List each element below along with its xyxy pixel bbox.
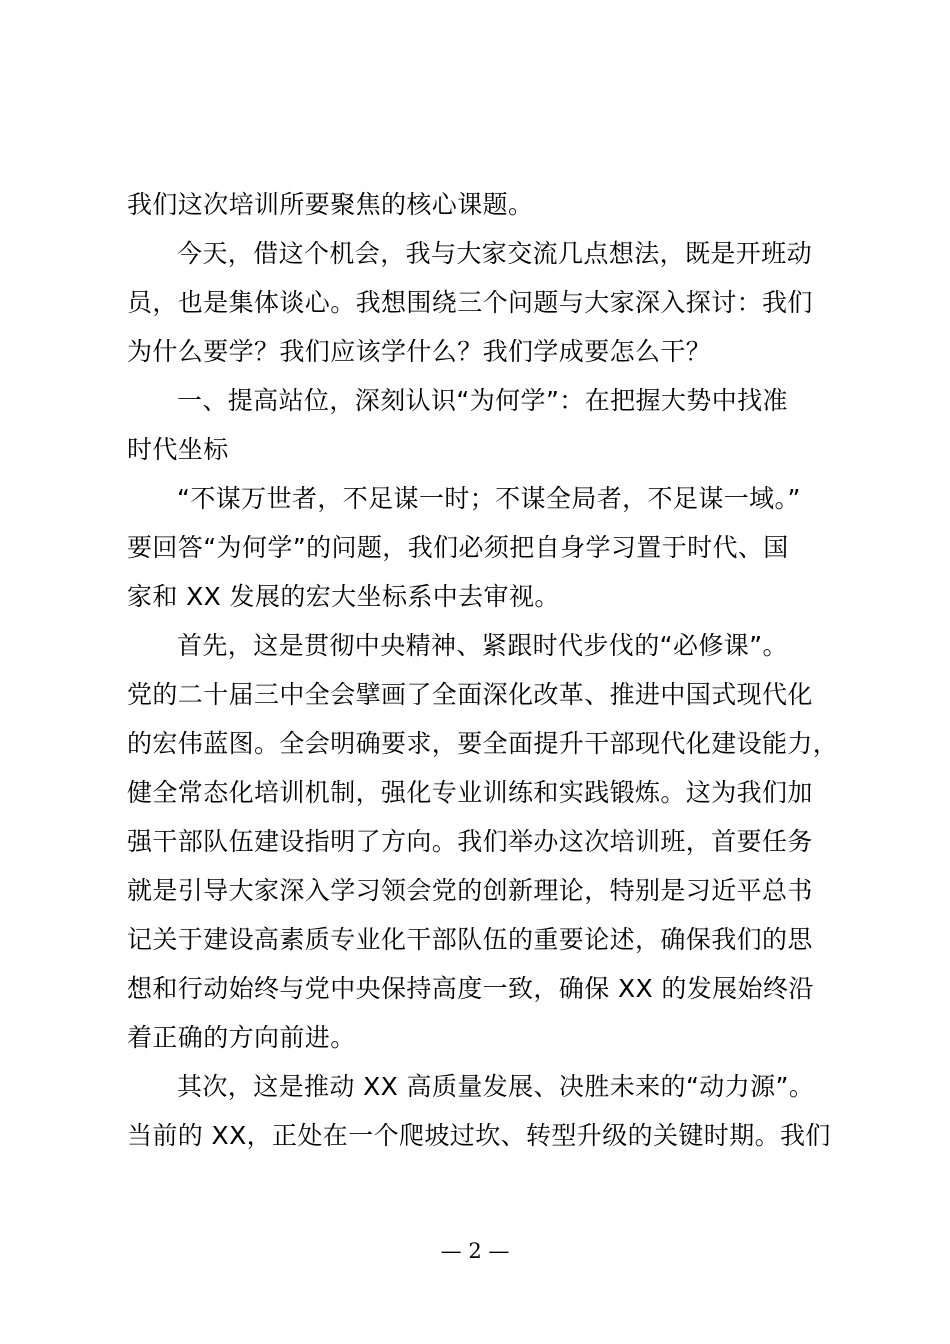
text-line: 要回答“为何学”的问题，我们必须把自身学习置于时代、国 (127, 533, 789, 562)
text-line: 员，也是集体谈心。我想围绕三个问题与大家深入探讨：我们 (127, 288, 813, 317)
text-line: 其次，这是推动 XX 高质量发展、决胜未来的“动力源”。 (177, 1072, 815, 1101)
text-line: 健全常态化培训机制，强化专业训练和实践锻炼。这为我们加 (127, 778, 813, 807)
text-line: 家和 XX 发展的宏大坐标系中去审视。 (127, 582, 560, 611)
text-line: 想和行动始终与党中央保持高度一致，确保 XX 的发展始终沿 (127, 974, 814, 1003)
text-line: 强干部队伍建设指明了方向。我们举办这次培训班，首要任务 (127, 827, 813, 856)
text-line: 我们这次培训所要聚焦的核心课题。 (127, 190, 534, 219)
text-line: 党的二十届三中全会擘画了全面深化改革、推进中国式现代化 (127, 680, 813, 709)
text-line: 首先，这是贯彻中央精神、紧跟时代步伐的“必修课”。 (177, 631, 788, 660)
text-line: 就是引导大家深入学习领会党的创新理论，特别是习近平总书 (127, 876, 813, 905)
text-line: 记关于建设高素质专业化干部队伍的重要论述，确保我们的思 (127, 925, 813, 954)
text-line: 当前的 XX，正处在一个爬坡过坎、转型升级的关键时期。我们 (127, 1121, 831, 1150)
section-heading-line: 时代坐标 (127, 435, 229, 464)
text-line: 着正确的方向前进。 (127, 1023, 356, 1052)
body-text (127, 180, 839, 1160)
text-line: 的宏伟蓝图。全会明确要求，要全面提升干部现代化建设能力， (127, 729, 839, 758)
page-number: — 2 — (440, 1239, 510, 1263)
quote-line: “不谋万世者，不足谋一时；不谋全局者，不足谋一域。” (177, 484, 801, 513)
text-line: 为什么要学？我们应该学什么？我们学成要怎么干？ (127, 337, 712, 366)
section-heading-line: 一、提高站位，深刻认识“为何学”：在把握大势中找准 (177, 386, 788, 415)
text-line: 今天，借这个机会，我与大家交流几点想法，既是开班动 (177, 239, 813, 268)
